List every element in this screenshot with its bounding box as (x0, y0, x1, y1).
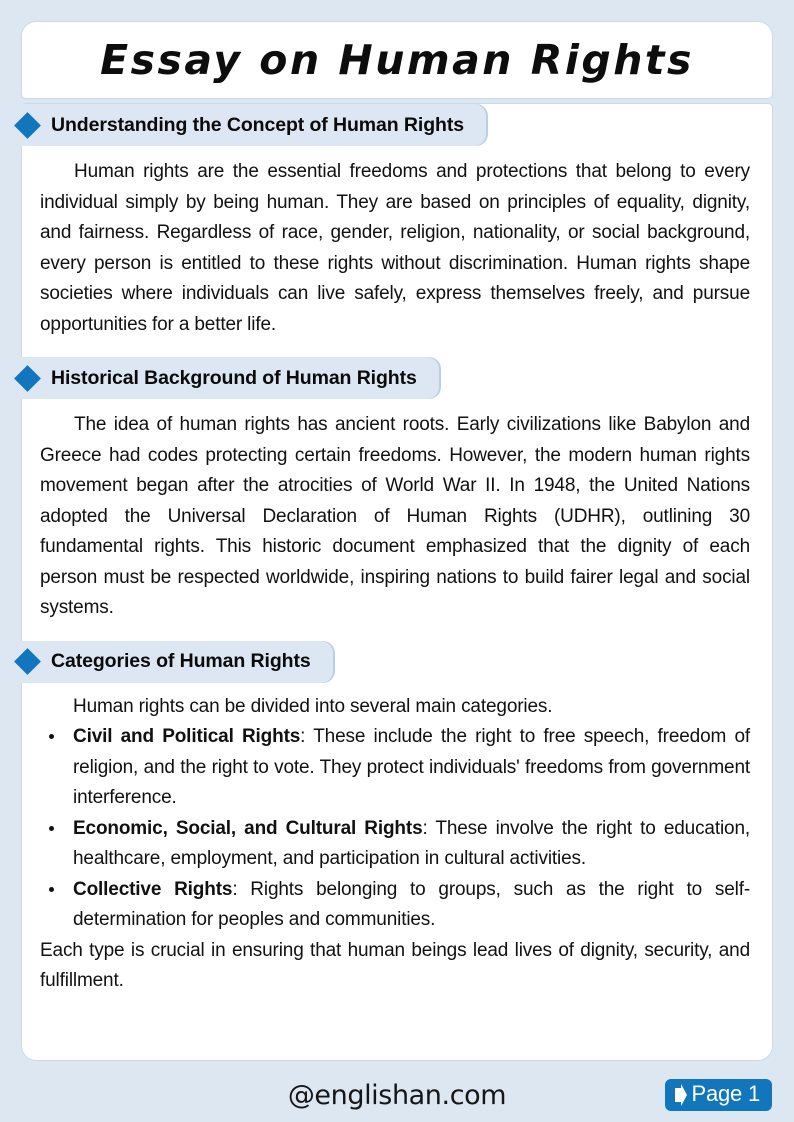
section-body-1 (22, 157, 772, 340)
section-header-3 (0, 641, 772, 683)
section-header-1 (0, 104, 772, 146)
section-header-2 (0, 357, 772, 399)
list-intro-text: Human rights can be divided into several main categories. (73, 695, 553, 717)
list-item-text: : Rights belonging to groups, such as the right to self-determination for peoples and communities. (73, 878, 751, 930)
list-item-label: Collective Rights (73, 878, 233, 900)
body-card (22, 104, 772, 1060)
section-body-3 (22, 692, 772, 997)
list-item (40, 722, 750, 814)
list-item-label: Civil and Political Rights (73, 726, 301, 747)
section-header-pill (0, 104, 486, 146)
bullet-dot-icon (49, 734, 54, 739)
section-header-pill (0, 641, 333, 683)
diamond-bullet-icon (14, 365, 41, 392)
section-header-pill (0, 357, 439, 399)
list-item-text: : These include the right to free speech, freedom of religion, and the right to vote. They protect individuals' freedoms from government interference. (73, 726, 750, 808)
paragraph: Human rights are the essential freedoms and protections that belong to every individual simply by being human. They are based on principles of equality, dignity, and fairness. Regardless of race, gender, religion, nationality, or social background, every person is entitled to these rights without discrimination. Human rights shape societies where individuals can live safely, express themselves freely, and pursue opportunities for a better life. (40, 161, 750, 335)
page-footer (0, 1068, 794, 1122)
section-heading-text: Understanding the Concept of Human Rights (51, 113, 464, 136)
page-title: Essay on Human Rights (100, 36, 694, 84)
site-attribution: @englishan.com (287, 1079, 507, 1111)
list-item-label: Economic, Social, and Cultural Rights (73, 817, 423, 839)
arrow-right-icon (675, 1079, 688, 1111)
list-item-text: : These involve the right to education, healthcare, employment, and participation in cultural activities. (73, 817, 751, 869)
section-heading-text: Categories of Human Rights (51, 650, 311, 672)
paragraph: The idea of human rights has ancient roots. Early civilizations like Babylon and Greece had codes protecting certain freedoms. However, the modern human rights movement began after the atrocities of World War II. In 1948, the United Nations adopted the Universal Declaration of Human Rights (UDHR), outlining 30 fundamental rights. This historic document emphasized that the dignity of each person must be respected worldwide, inspiring nations to build fairer legal and social systems. (40, 414, 750, 618)
diamond-bullet-icon (14, 648, 41, 675)
title-card (22, 22, 772, 98)
section-heading-text: Historical Background of Human Rights (51, 366, 417, 389)
list-item (40, 814, 750, 875)
section-body-2 (22, 410, 772, 624)
closing-paragraph: Each type is crucial in ensuring that human beings lead lives of dignity, security, and fulfillment. (40, 939, 750, 991)
categories-list (40, 722, 750, 936)
bullet-dot-icon (49, 826, 54, 831)
page-number-label: Page 1 (691, 1081, 760, 1106)
list-item (40, 875, 750, 936)
page-number-badge (665, 1079, 772, 1111)
diamond-bullet-icon (14, 112, 41, 139)
bullet-dot-icon (49, 887, 54, 892)
